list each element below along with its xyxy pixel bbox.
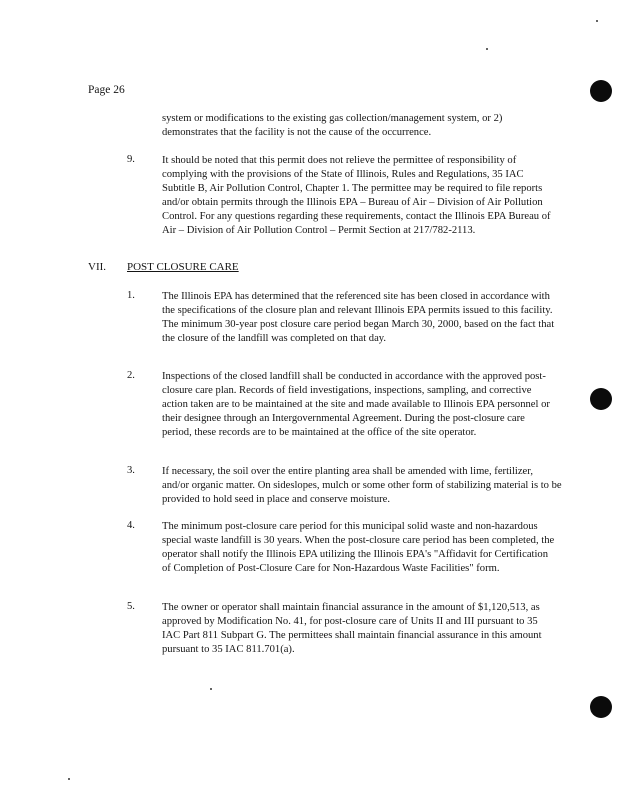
scan-speck xyxy=(486,48,488,50)
item-4-number: 4. xyxy=(127,520,135,531)
punch-hole-bottom xyxy=(590,696,612,718)
item-4-text: The minimum post-closure care period for this municipal solid waste and non-hazardous special waste landfill is 30 years. When the post-closure care period has been completed, the operator shall notify the Illinois EPA utilizing the Illinois EPA's "Affidavit for Certification of Completion of Post-Closure Care for Non-Hazardous Waste Facilities" form. xyxy=(162,521,555,574)
intro-paragraph: system or modifications to the existing gas collection/management system, or 2) demonstrates that the facility is not the cause of the occurrence. xyxy=(162,113,503,138)
section-title: POST CLOSURE CARE xyxy=(127,261,239,273)
item-3-text: If necessary, the soil over the entire planting area shall be amended with lime, fertilizer, and/or organic matter. On sideslopes, mulch or some other form of stabilizing material is to be provided to hold seed in place and conserve moisture. xyxy=(162,466,562,505)
scan-speck xyxy=(210,688,212,690)
item-2-number: 2. xyxy=(127,370,135,381)
item-5-text: The owner or operator shall maintain financial assurance in the amount of $1,120,513, as approved by Modification No. 41, for post-closure care of Units II and III pursuant to 35 IAC Part 811 Subpart G. The permittees shall maintain financial assurance in this amount pursuant to 35 IAC 811.701(a). xyxy=(162,602,542,655)
item-9-number: 9. xyxy=(127,154,135,165)
section-number: VII. xyxy=(88,261,107,273)
scan-speck xyxy=(68,778,70,780)
punch-hole-top xyxy=(590,80,612,102)
item-3-number: 3. xyxy=(127,465,135,476)
page-number: Page 26 xyxy=(88,84,125,96)
scan-speck xyxy=(596,20,598,22)
item-1-text: The Illinois EPA has determined that the referenced site has been closed in accordance with the specifications of the closure plan and relevant Illinois EPA permits issued to this facility. The minimum 30-year post closure care period began March 30, 2000, based on the fact that the closure of the landfill was completed on that day. xyxy=(162,291,555,344)
item-9-text: It should be noted that this permit does not relieve the permittee of responsibility of complying with the provisions of the State of Illinois, Rules and Regulations, 35 IAC Subtitle B, Air Pollution Control, Chapter 1. The permittee may be required to file reports and/or obtain permits through the Illinois EPA – Bureau of Air – Division of Air Pollution Control. For any questions regarding these requirements, contact the Illinois EPA Bureau of Air – Division of Air Pollution Control – Permit Section at 217/782-2113. xyxy=(162,155,551,236)
item-5-number: 5. xyxy=(127,601,135,612)
item-2-text: Inspections of the closed landfill shall be conducted in accordance with the approved post-closure care plan. Records of field investigations, inspections, sampling, and corrective action taken are to be maintained at the site and made available to Illinois EPA personnel or their designee through an Intergovernmental Agreement. During the post-closure care period, these records are to be maintained at the office of the site operator. xyxy=(162,371,550,438)
punch-hole-middle xyxy=(590,388,612,410)
item-1-number: 1. xyxy=(127,290,135,301)
